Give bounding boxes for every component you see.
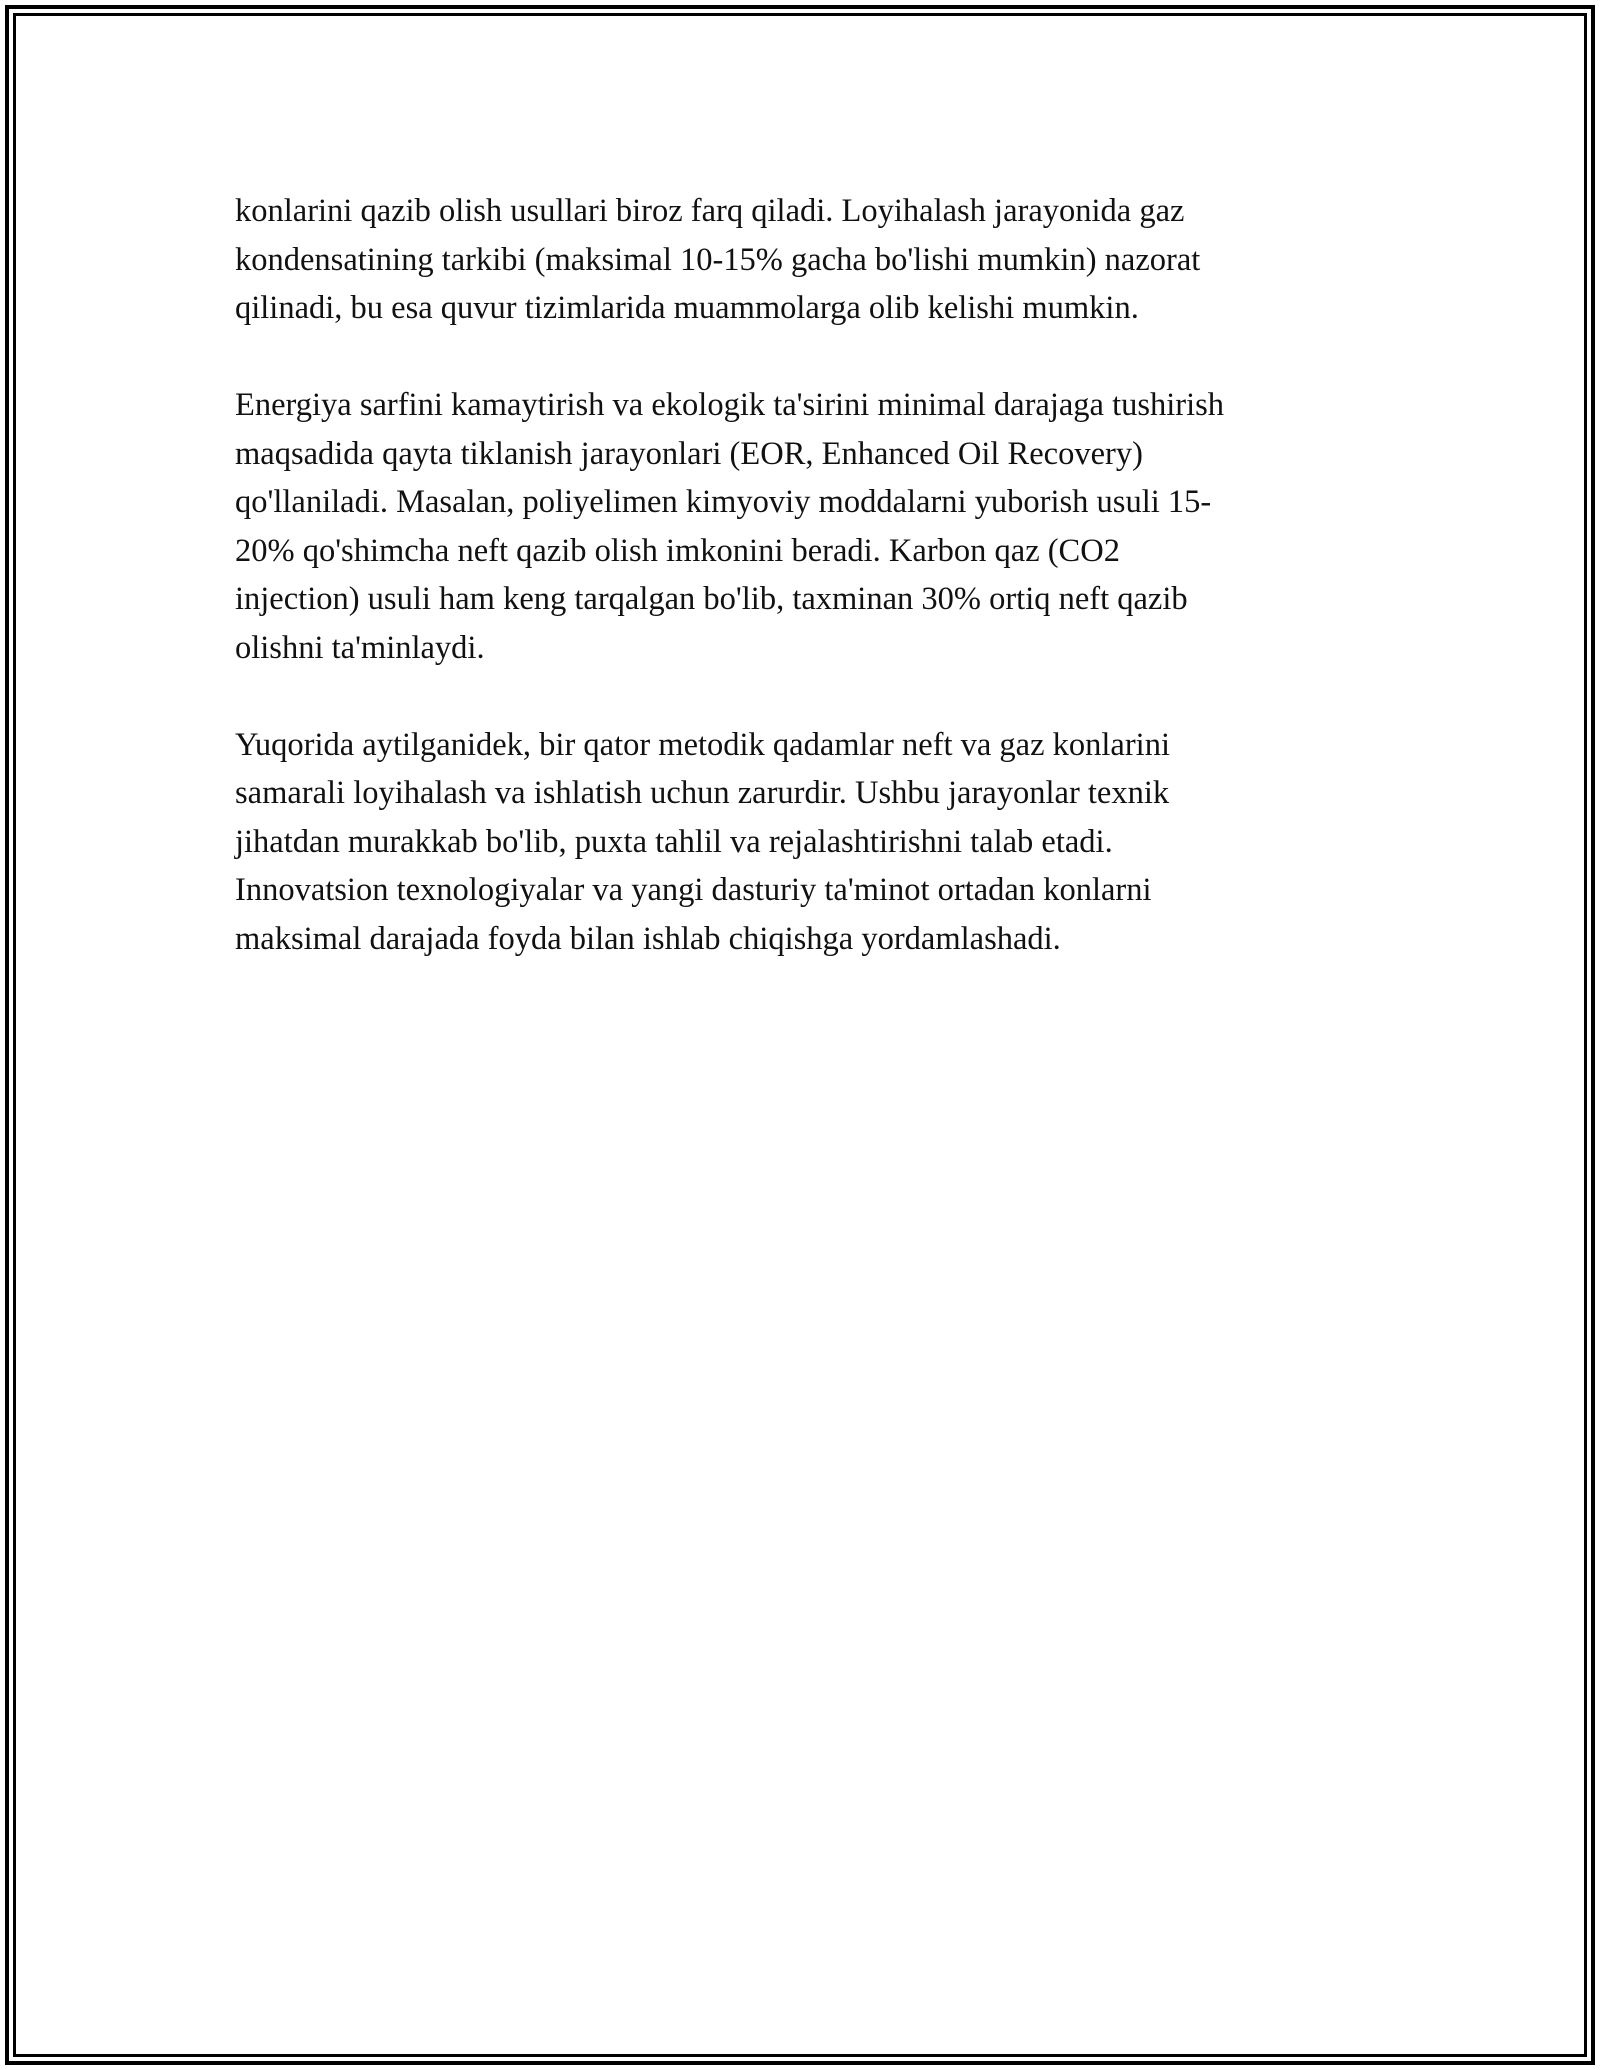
text-line: maqsadida qayta tiklanish jarayonlari (EOR, Enhanced Oil Recovery) xyxy=(235,435,1143,472)
paragraph-2 xyxy=(235,381,1365,672)
text-line: Yuqorida aytilganidek, bir qator metodik qadamlar neft va gaz konlarini xyxy=(235,726,1170,763)
paragraph-1 xyxy=(235,187,1365,333)
text-line: maksimal darajada foyda bilan ishlab chiqishga yordamlashadi. xyxy=(235,920,1061,957)
text-line: jihatdan murakkab bo'lib, puxta tahlil va rejalashtirishni talab etadi. xyxy=(235,823,1113,860)
text-line: olishni ta'minlaydi. xyxy=(235,629,485,666)
text-line: 20% qo'shimcha neft qazib olish imkonini beradi. Karbon qaz (CO2 xyxy=(235,532,1120,569)
text-line: Innovatsion texnologiyalar va yangi dasturiy ta'minot ortadan konlarni xyxy=(235,872,1152,908)
text-line: konlarini qazib olish usullari biroz farq qiladi. Loyihalash jarayonida gaz xyxy=(235,193,1185,229)
text-line: Energiya sarfini kamaytirish va ekologik ta'sirini minimal darajaga tushirish xyxy=(235,387,1225,423)
text-line: samarali loyihalash va ishlatish uchun zarurdir. Ushbu jarayonlar texnik xyxy=(235,775,1170,811)
text-line: injection) usuli ham keng tarqalgan bo'lib, taxminan 30% ortiq neft qazib xyxy=(235,581,1188,617)
text-line: qilinadi, bu esa quvur tizimlarida muammolarga olib kelishi mumkin. xyxy=(235,290,1139,326)
text-line: qo'llaniladi. Masalan, poliyelimen kimyoviy moddalarni yuborish usuli 15- xyxy=(235,484,1212,520)
text-line: kondensatining tarkibi (maksimal 10-15% gacha bo'lishi mumkin) nazorat xyxy=(235,241,1201,278)
document-body xyxy=(235,187,1365,1012)
paragraph-3 xyxy=(235,721,1365,964)
